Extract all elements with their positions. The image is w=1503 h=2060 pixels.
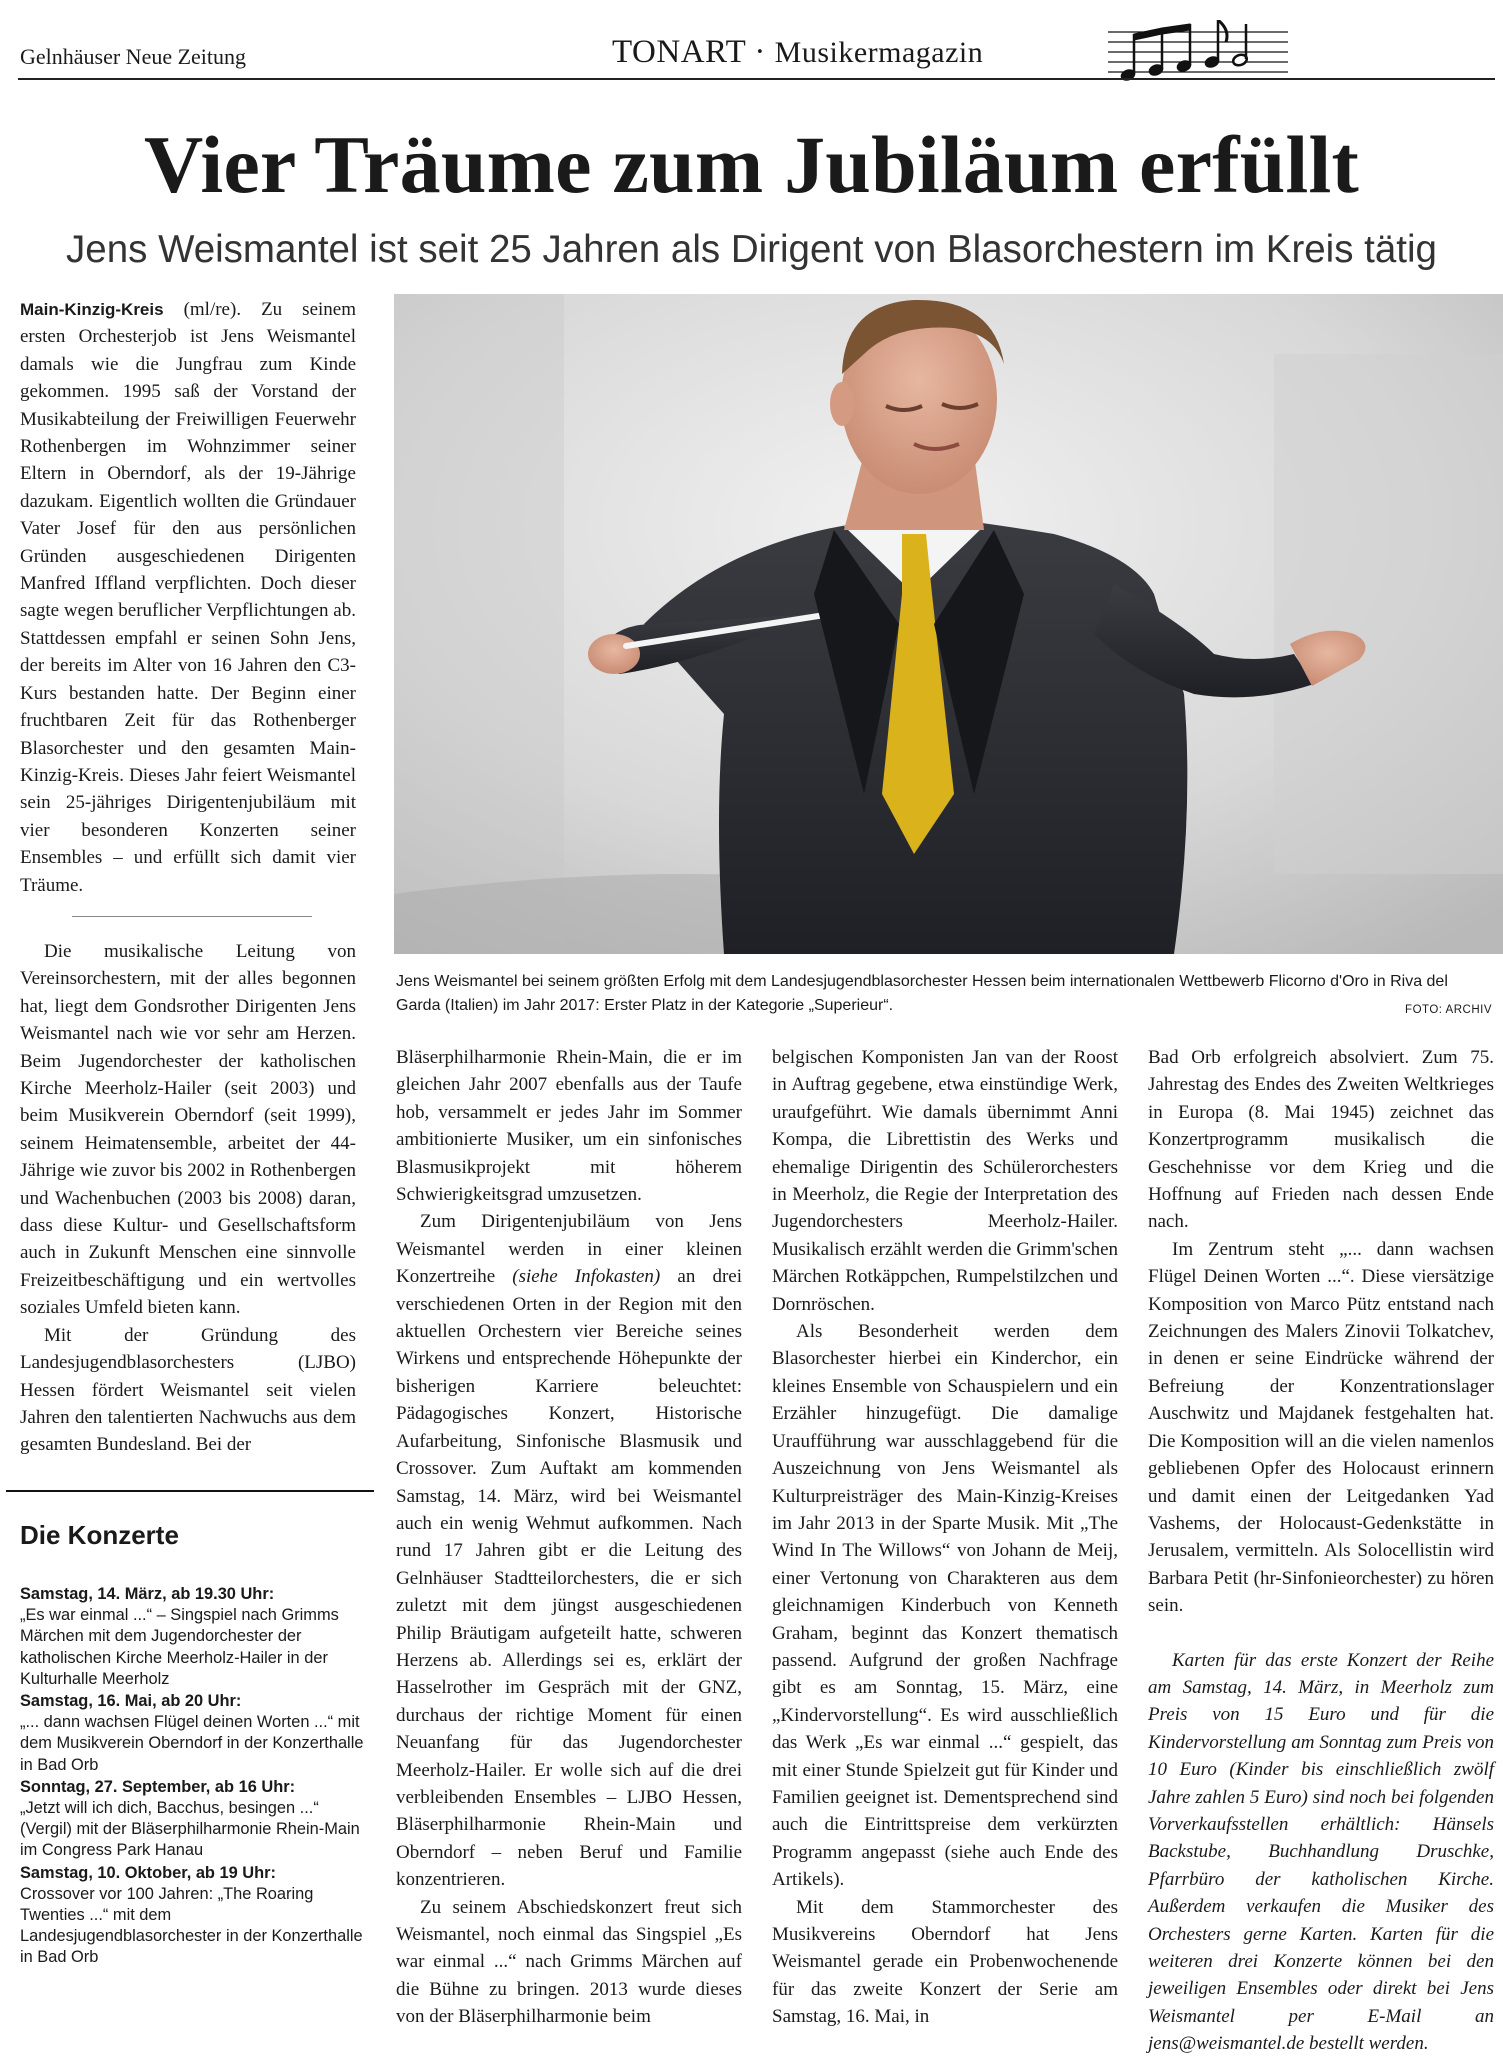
section-title [612, 34, 983, 71]
conductor-illustration [394, 294, 1503, 954]
paragraph: Bläserphilharmonie Rhein-Main, die er im gleichen Jahr 2007 ebenfalls aus der Taufe hob, versammelt er jedes Jahr im Sommer ambitionierte Musiker, um ein sinfonisches Blasmusikprojekt mit höherem Schwierigkeitsgrad umzusetzen. [396, 1047, 742, 1206]
masthead-divider [18, 78, 1495, 80]
section-separator: · [745, 34, 775, 70]
paragraph: Mit dem Stammorchester des Musikvereins Oberndorf hat Jens Weismantel gerade ein Probenwochenende für das zweite Konzert der Serie am Samstag, 16. Mai, in [772, 1896, 1118, 2028]
paragraph [396, 1208, 742, 1893]
newspaper-name: Gelnhäuser Neue Zeitung [20, 44, 247, 69]
concert-date: Samstag, 10. Oktober, ab 19 Uhr: [20, 1863, 276, 1882]
paragraph-text: an drei verschiedenen Orten in der Region mit den aktuellen Orchestern vier Bereiche seines Wirkens und entsprechende Höhepunkte der bisherigen Karriere beleuchtet: Pädagogisches Konzert, Historische Aufarbeitung, Sinfonische Blasmusik und Crossover. Zum Auftakt am kommenden Samstag, 14. März, wird bei Weismantel auch ein wenig Wehmut aufkommen. Nach rund 17 Jahren gibt er die Leitung des Gelnhäuser Stadtteilorchesters, die er sich zuletzt mit dem jüngst ausgeschiedenen Philip Bräutigam aufgeteilt hatte, schweren Herzens ab. Allerdings sei es, erklärt der Hasselrother im Gespräch mit der GNZ, durchaus der richtige Moment für einen Neuanfang für das Jugendorchester Meerholz-Hailer. Er wolle sich auf die drei verbleibenden Ensembles – LJBO Hessen, Bläserphilharmonie Rhein-Main und Oberndorf – neben Beruf und Familie konzentrieren. [396, 1266, 742, 1891]
article-column-4 [1148, 1044, 1494, 2058]
music-notes-icon [1108, 20, 1288, 84]
paragraph: Die musikalische Leitung von Vereinsorchestern, mit der alles begonnen hat, liegt dem Gondsrother Dirigenten Jens Weismantel nach wie vor sehr am Herzen. Beim Jugendorchester der katholischen Kirche Meerholz-Hailer (seit 2003) und beim Musikverein Oberndorf (seit 1999), seinem Heimatensemble, arbeitet der 44-Jährige wie zuvor bis 2002 in Rothenbergen und Wachenbuchen (2003 bis 2008) daran, dass diese Kultur- und Gesellschaftsform auch in Zukunft Menschen eine sinnvolle Freizeitbeschäftigung und ein wertvolles soziales Umfeld bieten kann. [20, 941, 356, 1319]
ticket-info: Karten für das erste Konzert der Reihe am Samstag, 14. März, in Meerholz zum Preis von 15 Euro und für die Kindervorstellung am Sonntag zum Preis von 10 Euro (Kinder bis einschließlich zwölf Jahre zahlen 5 Euro) sind noch bei folgenden Vorverkaufsstellen erhältlich: Hänsels Backstube, Buchhandlung Druschke, Pfarrbüro der katholischen Kirche. Außerdem verkaufen die Musiker des Orchesters gerne Karten. Karten für die weiteren drei Konzerte können bei den jeweiligen Ensembles oder direkt bei Jens Weismantel per E-Mail an jens@weismantel.de bestellt werden. [1148, 1649, 1494, 2055]
paragraph: Zu seinem Abschiedskonzert freut sich Weismantel, noch einmal das Singspiel „Es war einmal ...“ nach Grimms Märchen auf die Bühne zu bringen. 2013 wurde dieses von der Bläserphilharmonie beim [396, 1896, 742, 2028]
photo-caption [396, 970, 1496, 1018]
subheadline: Jens Weismantel ist seit 25 Jahren als Dirigent von Blasorchestern im Kreis tätig [66, 228, 1437, 271]
concert-description: „Es war einmal ...“ – Singspiel nach Grimms Märchen mit dem Jugendorchester der katholischen Kirche Meerholz-Hailer in der Kulturhalle Meerholz [20, 1606, 339, 1688]
concert-date: Samstag, 14. März, ab 19.30 Uhr: [20, 1585, 275, 1603]
article-column-3 [772, 1044, 1118, 2031]
paragraph: Mit der Gründung des Landesjugendblasorchesters (LJBO) Hessen fördert Weismantel seit vielen Jahren den talentierten Nachwuchs aus dem gesamten Bundesland. Bei der [20, 1324, 356, 1456]
concerts-infobox [6, 1490, 374, 2060]
infobox-reference: (siehe Infokasten) [512, 1266, 661, 1288]
paragraph: Bad Orb erfolgreich absolviert. Zum 75. Jahrestag des Endes des Zweiten Weltkrieges in Europa (8. Mai 1945) zeichnet das Konzertprogramm musikalisch die Geschehnisse vor dem Krieg und die Hoffnung auf Frieden nach dessen Ende nach. [1148, 1047, 1494, 1233]
headline: Vier Träume zum Jubiläum erfüllt [143, 119, 1360, 210]
lead-text: (ml/re). Zu seinem ersten Orchesterjob ist Jens Weismantel damals wie die Jungfrau zum Kinde gekommen. 1995 saß der Vorstand der Musikabteilung der Freiwilligen Feuerwehr Rothenbergen im Wohnzimmer seiner Eltern in Oberndorf, als der 19-Jährige dazukam. Eigentlich wollten die Gründauer Vater Josef für den aus persönlichen Gründen ausgeschiedenen Dirigenten Manfred Iffland verpflichten. Doch dieser sagte wegen beruflicher Verpflichtungen ab. Stattdessen empfahl er seinen Sohn Jens, der bereits im Alter von 16 Jahren den C3-Kurs bestanden hatte. Der Beginn einer fruchtbaren Zeit für das Rothenberger Blasorchester und den gesamten Main-Kinzig-Kreis. Dieses Jahr feiert Weismantel sein 25-jähriges Dirigentenjubiläum mit vier besonderen Konzerten seiner Ensembles – und erfüllt sich damit vier Träume. [20, 299, 356, 896]
paragraph: Als Besonderheit werden dem Blasorchester hierbei ein Kinderchor, ein kleines Ensemble von Schauspielern und ein Erzähler hinzugefügt. Die damalige Uraufführung war ausschlaggebend für die Auszeichnung von Jens Weismantel als Kulturpreisträger des Main-Kinzig-Kreises im Jahr 2013 in der Sparte Musik. Mit „The Wind In The Willows“ von Johann de Meij, einer Vertonung von Charakteren aus dem gleichnamigen Kinderbuch von Kenneth Graham, beginnt das Konzert thematisch passend. Aufgrund der großen Nachfrage gibt es am Sonntag, 15. März, eine „Kindervorstellung“. Es wird ausschließlich das Werk „Es war einmal ...“ gespielt, das mit einer Stunde Spielzeit gut für Kinder und Familien geeignet ist. Dementsprechend sind auch die Eintrittspreise dem verkürzten Programm angepasst (siehe auch Ende des Artikels). [772, 1321, 1118, 1891]
paragraph: belgischen Komponisten Jan van der Roost in Auftrag gegebene, etwa einstündige Werk, uraufgeführt. Wie damals übernimmt Anni Kompa, die Librettistin des Werks und ehemalige Dirigentin des Schülerorchesters in Meerholz, die Regie der Interpretation des Jugendorchesters Meerholz-Hailer. Musikalisch erzählt werden die Grimm'schen Märchen Rotkäppchen, Rumpelstilzchen und Dornröschen. [772, 1047, 1118, 1315]
concert-list [20, 1584, 372, 1970]
section-subtitle: Musikermagazin [774, 36, 984, 69]
caption-text: Jens Weismantel bei seinem größten Erfolg mit dem Landesjugendblasorchester Hessen beim internationalen Wettbewerb Flicorno d'Oro in Riva del Garda (Italien) im Jahr 2017: Erster Platz in der Kategorie „Superieur“. [396, 973, 1448, 1014]
article-column-1 [20, 938, 356, 1459]
paragraph: Im Zentrum steht „... dann wachsen Flügel Deinen Worten ...“. Diese viersätzige Komposition von Marco Pütz entstand nach Zeichnungen des Malers Zinovii Tolkatchev, in denen er seine Eindrücke während der Befreiung der Konzentrationslager Auschwitz und Majdanek festgehalten hat. Die Komposition will an die vielen namenlos gebliebenen Opfer des Holocaust erinnern und damit einen der Leitgedanken Yad Vashems, der Holocaust-Gedenkstätte in Jerusalem, vermitteln. Als Solocellistin wird Barbara Petit (hr-Sinfonieorchester) zu hören sein. [1148, 1238, 1494, 1617]
photo-credit: FOTO: ARCHIV [1405, 1004, 1492, 1016]
concert-date: Samstag, 16. Mai, ab 20 Uhr: [20, 1692, 242, 1711]
section-name: TONART [612, 34, 746, 70]
concert-description: „Jetzt will ich dich, Bacchus, besingen ...“ (Vergil) mit der Bläserphilharmonie Rhein-Main im Congress Park Hanau [20, 1799, 360, 1860]
dateline: Main-Kinzig-Kreis [20, 300, 164, 319]
concert-date: Sonntag, 27. September, ab 16 Uhr: [20, 1777, 296, 1796]
article-column-2 [396, 1044, 742, 2031]
concert-description: „... dann wachsen Flügel deinen Worten ...“ mit dem Musikverein Oberndorf in der Konzerthalle in Bad Orb [20, 1713, 364, 1774]
infobox-divider [6, 1490, 374, 1492]
lead-divider [72, 916, 312, 917]
infobox-title: Die Konzerte [20, 1520, 179, 1550]
concert-description: Crossover vor 100 Jahren: „The Roaring Twenties ...“ mit dem Landesjugendblasorchester in der Konzerthalle in Bad Orb [20, 1884, 363, 1967]
article-lead [20, 296, 356, 899]
paragraph-text: Zum Dirigentenjubiläum von Jens Weismantel werden in einer kleinen Konzertreihe [396, 1211, 742, 1288]
conductor-photo [394, 294, 1503, 954]
